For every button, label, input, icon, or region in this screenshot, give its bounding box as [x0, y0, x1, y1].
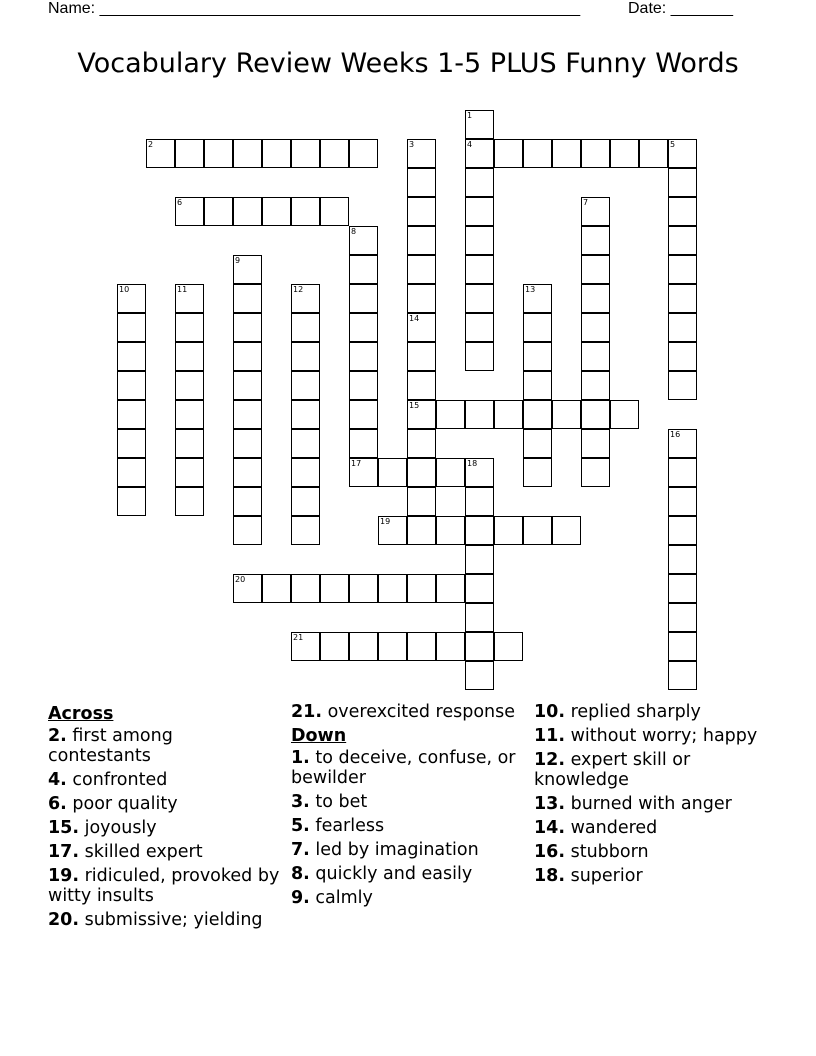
- clue-text: joyously: [84, 818, 157, 838]
- grid-cell[interactable]: [349, 458, 378, 487]
- grid-cell[interactable]: [407, 574, 436, 603]
- down-clue: [291, 748, 523, 788]
- down-clue: [534, 818, 766, 838]
- grid-cell[interactable]: [668, 255, 697, 284]
- page-title: Vocabulary Review Weeks 1-5 PLUS Funny Words: [77, 48, 739, 79]
- down-clue: [534, 726, 766, 746]
- down-clue: [534, 750, 766, 790]
- grid-cell[interactable]: [465, 110, 494, 139]
- clue-number: 18: [467, 459, 478, 468]
- across-clue: [48, 726, 280, 766]
- clue-number: 7: [583, 198, 589, 207]
- clue-number: 2: [148, 140, 154, 149]
- clue-number: 3: [409, 140, 415, 149]
- grid-cell[interactable]: [668, 458, 697, 487]
- down-clue: [534, 794, 766, 814]
- grid-cell[interactable]: [581, 313, 610, 342]
- grid-cell[interactable]: [581, 342, 610, 371]
- grid-cell[interactable]: [262, 139, 291, 168]
- clue-number: 1.: [291, 748, 310, 768]
- grid-cell[interactable]: [291, 284, 320, 313]
- grid-cell[interactable]: [465, 342, 494, 371]
- grid-cell[interactable]: [175, 313, 204, 342]
- grid-cell[interactable]: [291, 516, 320, 545]
- clue-number: 19.: [48, 866, 80, 886]
- grid-cell[interactable]: [465, 516, 494, 545]
- grid-cell[interactable]: [175, 487, 204, 516]
- clue-text: submissive; yielding: [84, 910, 263, 930]
- grid-cell[interactable]: [291, 632, 320, 661]
- grid-cell[interactable]: [465, 197, 494, 226]
- grid-cell[interactable]: [523, 516, 552, 545]
- grid-cell[interactable]: [233, 400, 262, 429]
- grid-cell[interactable]: [523, 458, 552, 487]
- grid-cell[interactable]: [349, 400, 378, 429]
- grid-cell[interactable]: [233, 342, 262, 371]
- clue-number: 3.: [291, 792, 310, 812]
- grid-cell[interactable]: [407, 516, 436, 545]
- grid-cell[interactable]: [349, 313, 378, 342]
- clue-number: 19: [380, 517, 391, 526]
- grid-cell[interactable]: [668, 574, 697, 603]
- clue-number: 15.: [48, 818, 80, 838]
- clue-text: to deceive, confuse, or bewilder: [291, 748, 516, 788]
- grid-cell[interactable]: [291, 342, 320, 371]
- clue-number: 14: [409, 314, 420, 323]
- grid-cell[interactable]: [291, 313, 320, 342]
- grid-cell[interactable]: [175, 139, 204, 168]
- grid-cell[interactable]: [349, 342, 378, 371]
- clue-number: 17: [351, 459, 362, 468]
- clue-text: overexcited response: [327, 702, 516, 722]
- clue-text: led by imagination: [315, 840, 479, 860]
- grid-cell[interactable]: [407, 255, 436, 284]
- grid-cell[interactable]: [494, 632, 523, 661]
- grid-cell[interactable]: [465, 313, 494, 342]
- clue-text: to bet: [315, 792, 368, 812]
- clue-text: skilled expert: [84, 842, 203, 862]
- grid-cell[interactable]: [407, 342, 436, 371]
- grid-cell[interactable]: [233, 429, 262, 458]
- clue-number: 15: [409, 401, 420, 410]
- grid-cell[interactable]: [291, 197, 320, 226]
- grid-cell[interactable]: [233, 197, 262, 226]
- grid-cell[interactable]: [668, 313, 697, 342]
- grid-cell[interactable]: [668, 429, 697, 458]
- grid-cell[interactable]: [581, 255, 610, 284]
- grid-cell[interactable]: [407, 313, 436, 342]
- clue-number: 9: [235, 256, 241, 265]
- grid-cell[interactable]: [523, 400, 552, 429]
- grid-cell[interactable]: [581, 400, 610, 429]
- grid-cell[interactable]: [668, 168, 697, 197]
- clue-number: 14.: [534, 818, 566, 838]
- grid-cell[interactable]: [581, 371, 610, 400]
- grid-cell[interactable]: [291, 139, 320, 168]
- grid-cell[interactable]: [204, 197, 233, 226]
- clue-text: calmly: [315, 888, 373, 908]
- clue-text: poor quality: [72, 794, 178, 814]
- grid-cell[interactable]: [407, 371, 436, 400]
- grid-cell[interactable]: [436, 458, 465, 487]
- clue-number: 12.: [534, 750, 566, 770]
- grid-cell[interactable]: [668, 197, 697, 226]
- clue-text: stubborn: [570, 842, 649, 862]
- clue-number: 20.: [48, 910, 80, 930]
- grid-cell[interactable]: [581, 429, 610, 458]
- clue-number: 5.: [291, 816, 310, 836]
- grid-cell[interactable]: [291, 400, 320, 429]
- grid-cell[interactable]: [552, 516, 581, 545]
- down-clue: [534, 842, 766, 862]
- clues-column-3: [534, 702, 766, 890]
- clue-text: replied sharply: [570, 702, 701, 722]
- grid-cell[interactable]: [233, 255, 262, 284]
- date-field[interactable]: Date: _______: [628, 0, 733, 17]
- grid-cell[interactable]: [291, 429, 320, 458]
- grid-cell[interactable]: [204, 139, 233, 168]
- grid-cell[interactable]: [117, 458, 146, 487]
- clue-number: 12: [293, 285, 304, 294]
- grid-cell[interactable]: [668, 371, 697, 400]
- grid-cell[interactable]: [668, 545, 697, 574]
- grid-cell[interactable]: [668, 632, 697, 661]
- grid-cell[interactable]: [233, 139, 262, 168]
- clue-number: 8: [351, 227, 357, 236]
- grid-cell[interactable]: [117, 313, 146, 342]
- clue-number: 16.: [534, 842, 566, 862]
- clue-number: 21: [293, 633, 304, 642]
- grid-cell[interactable]: [610, 139, 639, 168]
- clue-number: 13.: [534, 794, 566, 814]
- clue-number: 11: [177, 285, 188, 294]
- grid-cell[interactable]: [233, 574, 262, 603]
- clue-number: 16: [670, 430, 681, 439]
- clue-number: 10: [119, 285, 130, 294]
- grid-cell[interactable]: [349, 255, 378, 284]
- grid-cell[interactable]: [436, 574, 465, 603]
- clue-text: quickly and easily: [315, 864, 473, 884]
- grid-cell[interactable]: [407, 458, 436, 487]
- across-clue: [48, 794, 280, 814]
- grid-cell[interactable]: [668, 342, 697, 371]
- grid-cell[interactable]: [175, 429, 204, 458]
- grid-cell[interactable]: [465, 226, 494, 255]
- clue-number: 21.: [291, 702, 323, 722]
- grid-cell[interactable]: [668, 226, 697, 255]
- down-clue: [291, 888, 523, 908]
- clue-text: ridiculed, provoked by witty insults: [48, 866, 280, 906]
- grid-cell[interactable]: [407, 632, 436, 661]
- grid-cell[interactable]: [523, 371, 552, 400]
- grid-cell[interactable]: [349, 574, 378, 603]
- clue-number: 1: [467, 111, 473, 120]
- grid-cell[interactable]: [407, 429, 436, 458]
- grid-cell[interactable]: [668, 603, 697, 632]
- grid-cell[interactable]: [262, 197, 291, 226]
- clue-text: expert skill or knowledge: [534, 750, 691, 790]
- clue-number: 7.: [291, 840, 310, 860]
- grid-cell[interactable]: [465, 284, 494, 313]
- grid-cell[interactable]: [436, 400, 465, 429]
- grid-cell[interactable]: [117, 371, 146, 400]
- grid-cell[interactable]: [668, 487, 697, 516]
- grid-cell[interactable]: [465, 574, 494, 603]
- grid-cell[interactable]: [291, 574, 320, 603]
- grid-cell[interactable]: [581, 197, 610, 226]
- grid-cell[interactable]: [407, 487, 436, 516]
- grid-cell[interactable]: [175, 342, 204, 371]
- grid-cell[interactable]: [349, 226, 378, 255]
- clue-number: 13: [525, 285, 536, 294]
- grid-cell[interactable]: [610, 400, 639, 429]
- grid-cell[interactable]: [407, 226, 436, 255]
- grid-cell[interactable]: [668, 516, 697, 545]
- grid-cell[interactable]: [581, 284, 610, 313]
- grid-cell[interactable]: [349, 371, 378, 400]
- clue-text: first among contestants: [48, 726, 173, 766]
- grid-cell[interactable]: [407, 168, 436, 197]
- clue-number: 9.: [291, 888, 310, 908]
- grid-cell[interactable]: [117, 400, 146, 429]
- grid-cell[interactable]: [320, 139, 349, 168]
- down-clue: [534, 702, 766, 722]
- clue-text: without worry; happy: [570, 726, 758, 746]
- grid-cell[interactable]: [233, 487, 262, 516]
- grid-cell[interactable]: [117, 284, 146, 313]
- grid-cell[interactable]: [407, 197, 436, 226]
- grid-cell[interactable]: [581, 139, 610, 168]
- clue-text: fearless: [315, 816, 385, 836]
- clues-column-1: [48, 702, 280, 934]
- grid-cell[interactable]: [291, 371, 320, 400]
- grid-cell[interactable]: [378, 574, 407, 603]
- grid-cell[interactable]: [233, 371, 262, 400]
- down-heading: Down: [291, 726, 347, 746]
- grid-cell[interactable]: [465, 168, 494, 197]
- grid-cell[interactable]: [378, 458, 407, 487]
- clues-column-2: [291, 702, 523, 912]
- clue-number: 2.: [48, 726, 67, 746]
- across-clue: [48, 818, 280, 838]
- grid-cell[interactable]: [436, 632, 465, 661]
- grid-cell[interactable]: [349, 429, 378, 458]
- grid-cell[interactable]: [175, 458, 204, 487]
- down-clue: [534, 866, 766, 886]
- down-clue: [291, 840, 523, 860]
- grid-cell[interactable]: [262, 574, 291, 603]
- across-clue: [48, 842, 280, 862]
- grid-cell[interactable]: [523, 284, 552, 313]
- grid-cell[interactable]: [117, 487, 146, 516]
- name-field[interactable]: Name: ______________________________________________________: [48, 0, 581, 17]
- grid-cell[interactable]: [581, 458, 610, 487]
- grid-cell[interactable]: [639, 139, 668, 168]
- clue-number: 5: [670, 140, 676, 149]
- clue-text: confronted: [72, 770, 168, 790]
- grid-cell[interactable]: [465, 400, 494, 429]
- clue-text: wandered: [570, 818, 658, 838]
- clue-number: 8.: [291, 864, 310, 884]
- grid-cell[interactable]: [494, 139, 523, 168]
- grid-cell[interactable]: [465, 661, 494, 690]
- clue-text: burned with anger: [570, 794, 732, 814]
- grid-cell[interactable]: [349, 284, 378, 313]
- across-heading: Across: [48, 704, 114, 724]
- grid-cell[interactable]: [117, 429, 146, 458]
- grid-cell[interactable]: [291, 487, 320, 516]
- grid-cell[interactable]: [465, 545, 494, 574]
- grid-cell[interactable]: [465, 487, 494, 516]
- grid-cell[interactable]: [407, 139, 436, 168]
- grid-cell[interactable]: [146, 139, 175, 168]
- grid-cell[interactable]: [523, 342, 552, 371]
- clue-number: 4.: [48, 770, 67, 790]
- grid-cell[interactable]: [668, 139, 697, 168]
- clue-number: 10.: [534, 702, 566, 722]
- grid-cell[interactable]: [465, 632, 494, 661]
- grid-cell[interactable]: [523, 429, 552, 458]
- clue-number: 20: [235, 575, 246, 584]
- grid-cell[interactable]: [378, 516, 407, 545]
- grid-cell[interactable]: [175, 400, 204, 429]
- grid-cell[interactable]: [465, 139, 494, 168]
- grid-cell[interactable]: [378, 632, 407, 661]
- across-clue: [48, 770, 280, 790]
- grid-cell[interactable]: [465, 458, 494, 487]
- grid-cell[interactable]: [436, 516, 465, 545]
- down-clue: [291, 864, 523, 884]
- grid-cell[interactable]: [523, 313, 552, 342]
- grid-cell[interactable]: [668, 661, 697, 690]
- grid-cell[interactable]: [349, 139, 378, 168]
- clue-number: 11.: [534, 726, 566, 746]
- down-clue: [291, 816, 523, 836]
- clue-number: 17.: [48, 842, 80, 862]
- grid-cell[interactable]: [320, 574, 349, 603]
- grid-cell[interactable]: [552, 139, 581, 168]
- grid-cell[interactable]: [668, 284, 697, 313]
- grid-cell[interactable]: [233, 284, 262, 313]
- grid-cell[interactable]: [175, 284, 204, 313]
- across-clue: [48, 866, 280, 906]
- across-clue: [291, 702, 523, 722]
- clue-text: superior: [570, 866, 643, 886]
- grid-cell[interactable]: [291, 458, 320, 487]
- grid-cell[interactable]: [523, 139, 552, 168]
- grid-cell[interactable]: [494, 516, 523, 545]
- grid-cell[interactable]: [320, 197, 349, 226]
- clue-number: 6.: [48, 794, 67, 814]
- grid-cell[interactable]: [233, 458, 262, 487]
- grid-cell[interactable]: [320, 632, 349, 661]
- grid-cell[interactable]: [175, 371, 204, 400]
- grid-cell[interactable]: [465, 603, 494, 632]
- grid-cell[interactable]: [552, 400, 581, 429]
- grid-cell[interactable]: [494, 400, 523, 429]
- down-clue: [291, 792, 523, 812]
- clue-number: 4: [467, 140, 473, 149]
- grid-cell[interactable]: [175, 197, 204, 226]
- grid-cell[interactable]: [233, 516, 262, 545]
- grid-cell[interactable]: [117, 342, 146, 371]
- grid-cell[interactable]: [233, 313, 262, 342]
- grid-cell[interactable]: [465, 255, 494, 284]
- grid-cell[interactable]: [407, 284, 436, 313]
- across-clue: [48, 910, 280, 930]
- clue-number: 6: [177, 198, 183, 207]
- grid-cell[interactable]: [349, 632, 378, 661]
- grid-cell[interactable]: [407, 400, 436, 429]
- clue-number: 18.: [534, 866, 566, 886]
- grid-cell[interactable]: [581, 226, 610, 255]
